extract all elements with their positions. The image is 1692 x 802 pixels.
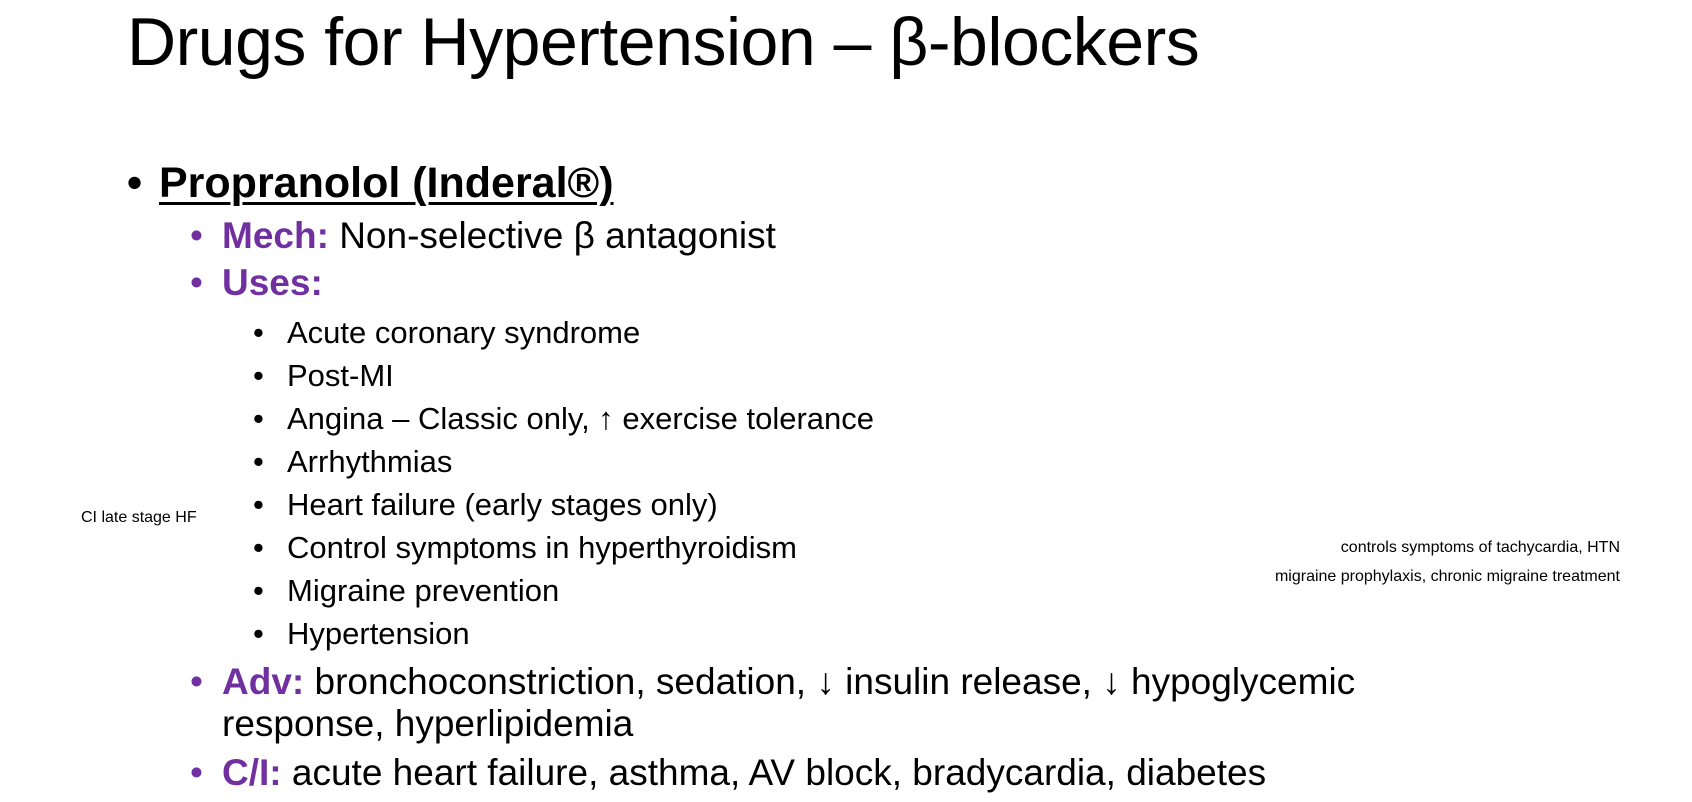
- bullet-icon: •: [127, 159, 143, 207]
- use-text: Heart failure (early stages only): [287, 487, 718, 522]
- use-text: Acute coronary syndrome: [287, 315, 641, 350]
- bullet-icon: •: [190, 661, 203, 702]
- bullet-icon: •: [190, 262, 203, 303]
- bullet-icon: •: [190, 752, 203, 793]
- adv-label: Adv:: [222, 661, 305, 702]
- adv-text-line1: bronchoconstriction, sedation, ↓ insulin release, ↓ hypoglycemic: [314, 661, 1356, 702]
- mech-label: Mech:: [222, 215, 329, 256]
- bullet-icon: •: [253, 315, 264, 350]
- bullet-icon: •: [253, 616, 264, 651]
- adv-text-line2: response, hyperlipidemia: [222, 703, 634, 744]
- uses-label: Uses:: [222, 262, 323, 303]
- use-text: Migraine prevention: [287, 573, 560, 608]
- note-right-tachycardia: controls symptoms of tachycardia, HTN: [1340, 539, 1620, 556]
- ci-label: C/I:: [222, 752, 282, 793]
- mech-text: Non-selective β antagonist: [339, 215, 776, 256]
- note-right-migraine: migraine prophylaxis, chronic migraine treatment: [1274, 568, 1620, 585]
- drug-name: Propranolol (Inderal®): [159, 159, 614, 207]
- note-left: CI late stage HF: [81, 509, 197, 526]
- ci-text: acute heart failure, asthma, AV block, bradycardia, diabetes: [291, 752, 1267, 793]
- bullet-icon: •: [253, 487, 264, 522]
- use-text: Hypertension: [287, 616, 470, 651]
- use-text: Arrhythmias: [287, 444, 453, 479]
- bullet-icon: •: [253, 444, 264, 479]
- bullet-icon: •: [253, 573, 264, 608]
- use-text: Post-MI: [287, 358, 394, 393]
- use-text: Angina – Classic only, ↑ exercise tolerance: [287, 401, 874, 436]
- bullet-icon: •: [253, 358, 264, 393]
- use-text: Control symptoms in hyperthyroidism: [287, 530, 797, 565]
- bullet-icon: •: [190, 215, 203, 256]
- bullet-icon: •: [253, 401, 264, 436]
- bullet-icon: •: [253, 530, 264, 565]
- slide-title: Drugs for Hypertension – β-blockers: [127, 4, 1200, 80]
